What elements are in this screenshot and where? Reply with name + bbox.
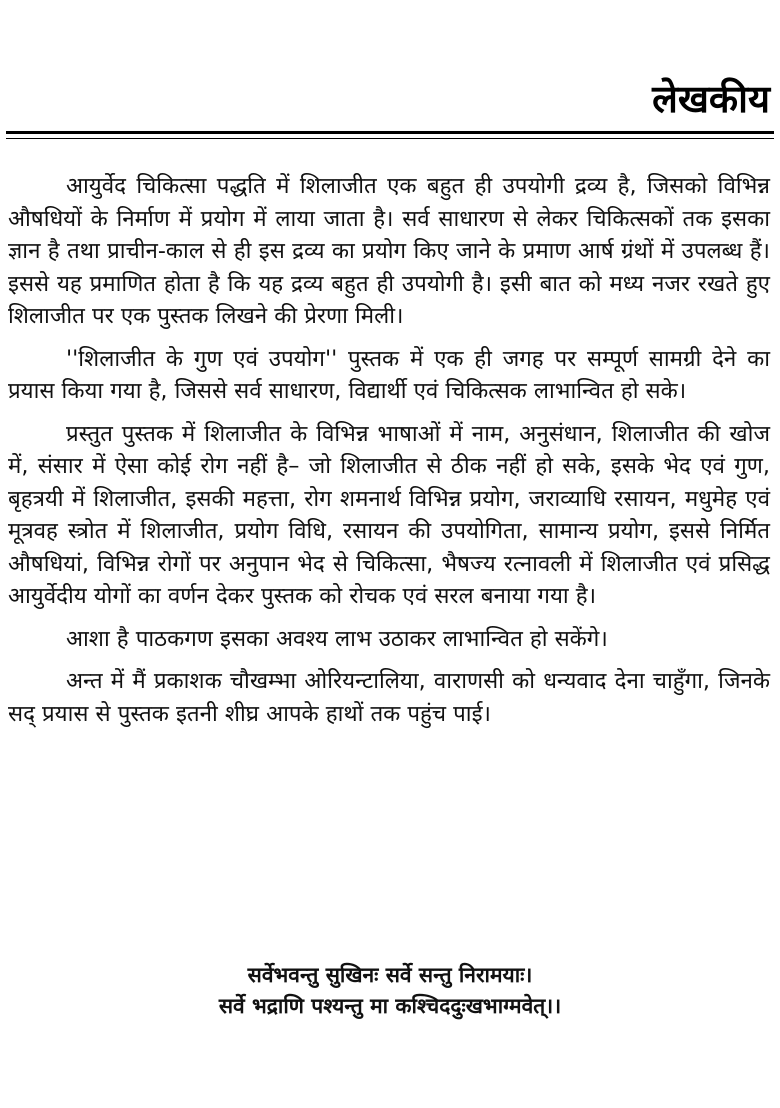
verse-line-2: सर्वे भद्राणि पश्यन्तु मा कश्चिददुःखभाग्मवेत्।। [218, 994, 562, 1018]
paragraph-intro: आयुर्वेद चिकित्सा पद्धति में शिलाजीत एक बहुत ही उपयोगी द्रव्य है, जिसको विभिन्न औषधियों के निर्माण में प्रयोग में लाया जाता है। सर्व साधारण से लेकर चिकित्सकों तक इसका ज्ञान है तथा प्राचीन-काल से ही इस द्रव्य का प्रयोग किए जाने के प्रमाण आर्ष ग्रंथों में उपलब्ध हैं। इससे यह प्रमाणित होता है कि यह द्रव्य बहुत ही उपयोगी है। इसी बात को मध्य नजर रखते हुए शिलाजीत पर एक पुस्तक लिखने की प्रेरणा मिली। [8, 173, 770, 329]
body-text [8, 170, 770, 740]
closing-verse [0, 960, 780, 1022]
paragraph-hope: आशा है पाठकगण इसका अवश्य लाभ उठाकर लाभान्वित हो सकेंगे। [66, 625, 608, 652]
title-rule-thick [6, 131, 774, 134]
verse-line-1: सर्वेभवन्तु सुखिनः सर्वे सन्तु निरामयाः। [247, 963, 533, 987]
title-rule-thin [6, 138, 774, 139]
page-title: लेखकीय [652, 77, 770, 121]
paragraph-book-purpose: ''शिलाजीत के गुण एवं उपयोग'' पुस्तक में एक ही जगह पर सम्पूर्ण सामग्री देने का प्रयास किया गया है, जिससे सर्व साधारण, विद्यार्थी एवं चिकित्सक लाभान्वित हो सके। [8, 345, 770, 404]
paragraph-contents: प्रस्तुत पुस्तक में शिलाजीत के विभिन्न भाषाओं में नाम, अनुसंधान, शिलाजीत की खोज में, संसार में ऐसा कोई रोग नहीं है– जो शिलाजीत से ठीक नहीं हो सके, इसके भेद एवं गुण, बृहत्रयी में शिलाजीत, इसकी महत्ता, रोग शमनार्थ विभिन्न प्रयोग, जराव्याधि रसायन, मधुमेह एवं मूत्रवह स्त्रोत में शिलाजीत, प्रयोग विधि, रसायन की उपयोगिता, सामान्य प्रयोग, इससे निर्मित औषधियां, विभिन्न रोगों पर अनुपान भेद से चिकित्सा, भैषज्य रत्नावली में शिलाजीत एवं प्रसिद्ध आयुर्वेदीय योगों का वर्णन देकर पुस्तक को रोचक एवं सरल बनाया गया है। [8, 420, 770, 609]
paragraph-thanks: अन्त में मैं प्रकाशक चौखम्भा ओरियन्टालिया, वाराणसी को धन्यवाद देना चाहुँगा, जिनके सद् प्रयास से पुस्तक इतनी शीघ्र आपके हाथों तक पहुंच पाई। [8, 668, 770, 727]
